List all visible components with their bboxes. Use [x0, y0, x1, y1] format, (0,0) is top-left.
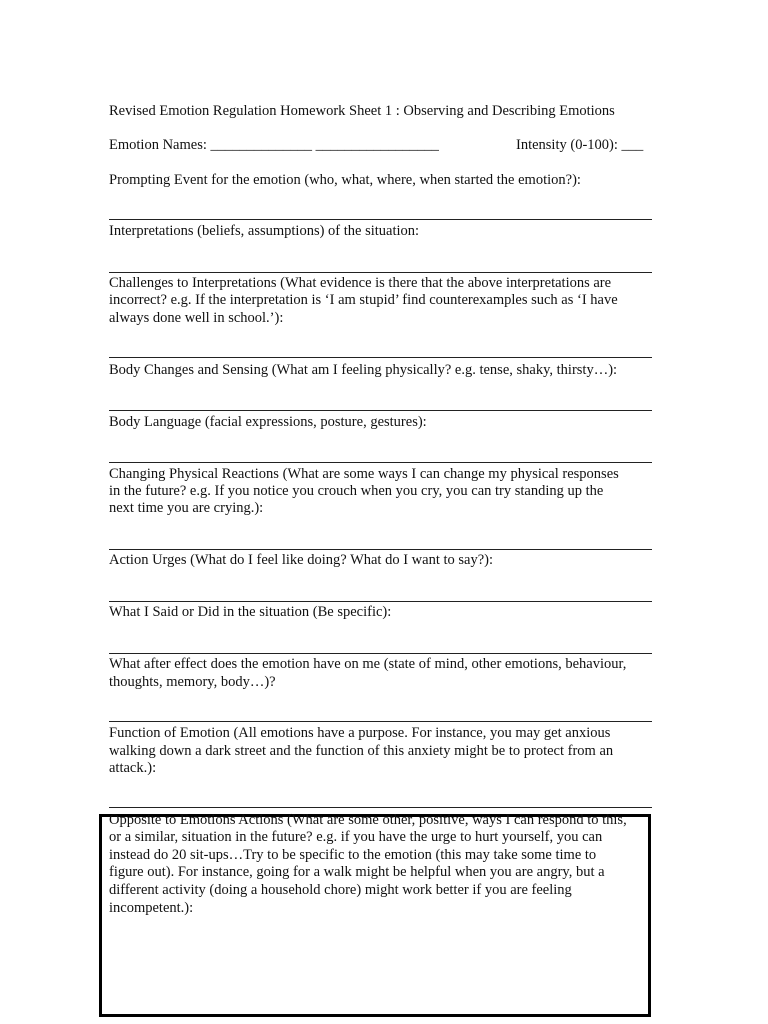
what-said-question: What I Said or Did in the situation (Be specific):	[109, 604, 392, 620]
answer-line-body-changes[interactable]	[109, 410, 652, 411]
function-question-line-3: attack.):	[109, 760, 157, 776]
answer-line-body-language[interactable]	[109, 462, 652, 463]
body-language-question: Body Language (facial expressions, posture, gestures):	[109, 414, 427, 430]
opposite-actions-question-line-1: Opposite to Emotions Actions (What are some other, positive, ways I can respond to this,	[109, 812, 627, 828]
answer-line-what-said[interactable]	[109, 653, 652, 654]
sheet-title: Revised Emotion Regulation Homework Sheet 1 : Observing and Describing Emotions	[109, 103, 615, 119]
challenges-question-line-2: incorrect? e.g. If the interpretation is ‘I am stupid’ find counterexamples such as ‘I have	[109, 292, 618, 308]
changing-reactions-question-line-1: Changing Physical Reactions (What are some ways I can change my physical responses	[109, 466, 619, 482]
opposite-actions-question-line-3: instead do 20 sit-ups…Try to be specific to the emotion (this may take some time to	[109, 847, 597, 863]
answer-line-prompting-event[interactable]	[109, 219, 652, 220]
prompting-event-question: Prompting Event for the emotion (who, what, where, when started the emotion?):	[109, 172, 581, 188]
opposite-actions-question-line-2: or a similar, situation in the future? e.g. if you have the urge to hurt yourself, you can	[109, 829, 603, 845]
function-question-line-2: walking down a dark street and the function of this anxiety might be to protect from an	[109, 743, 614, 759]
after-effect-question-line-2: thoughts, memory, body…)?	[109, 674, 276, 690]
interpretations-question: Interpretations (beliefs, assumptions) of the situation:	[109, 223, 420, 239]
challenges-question-line-1: Challenges to Interpretations (What evidence is there that the above interpretations are	[109, 275, 612, 291]
changing-reactions-question-line-3: next time you are crying.):	[109, 500, 264, 516]
opposite-actions-question-line-4: figure out). For instance, going for a walk might be helpful when you are angry, but a	[109, 864, 605, 880]
challenges-question-line-3: always done well in school.’):	[109, 310, 284, 326]
answer-line-changing-reactions[interactable]	[109, 549, 652, 550]
answer-line-function[interactable]	[109, 807, 652, 808]
answer-line-interpretations[interactable]	[109, 272, 652, 273]
after-effect-question-line-1: What after effect does the emotion have on me (state of mind, other emotions, behaviour,	[109, 656, 627, 672]
opposite-actions-question-line-6: incompetent.):	[109, 900, 194, 916]
answer-line-after-effect[interactable]	[109, 721, 652, 722]
function-question-line-1: Function of Emotion (All emotions have a purpose. For instance, you may get anxious	[109, 725, 611, 741]
intensity-field[interactable]: Intensity (0-100): ___	[516, 137, 644, 153]
answer-line-action-urges[interactable]	[109, 601, 652, 602]
body-changes-question: Body Changes and Sensing (What am I feeling physically? e.g. tense, shaky, thirsty…):	[109, 362, 618, 378]
answer-line-challenges[interactable]	[109, 357, 652, 358]
opposite-actions-question-line-5: different activity (doing a household chore) might work better if you are feeling	[109, 882, 572, 898]
emotion-names-field[interactable]: Emotion Names: ______________ _________________	[109, 137, 439, 153]
changing-reactions-question-line-2: in the future? e.g. If you notice you crouch when you cry, you can try standing up the	[109, 483, 604, 499]
action-urges-question: Action Urges (What do I feel like doing? What do I want to say?):	[109, 552, 494, 568]
